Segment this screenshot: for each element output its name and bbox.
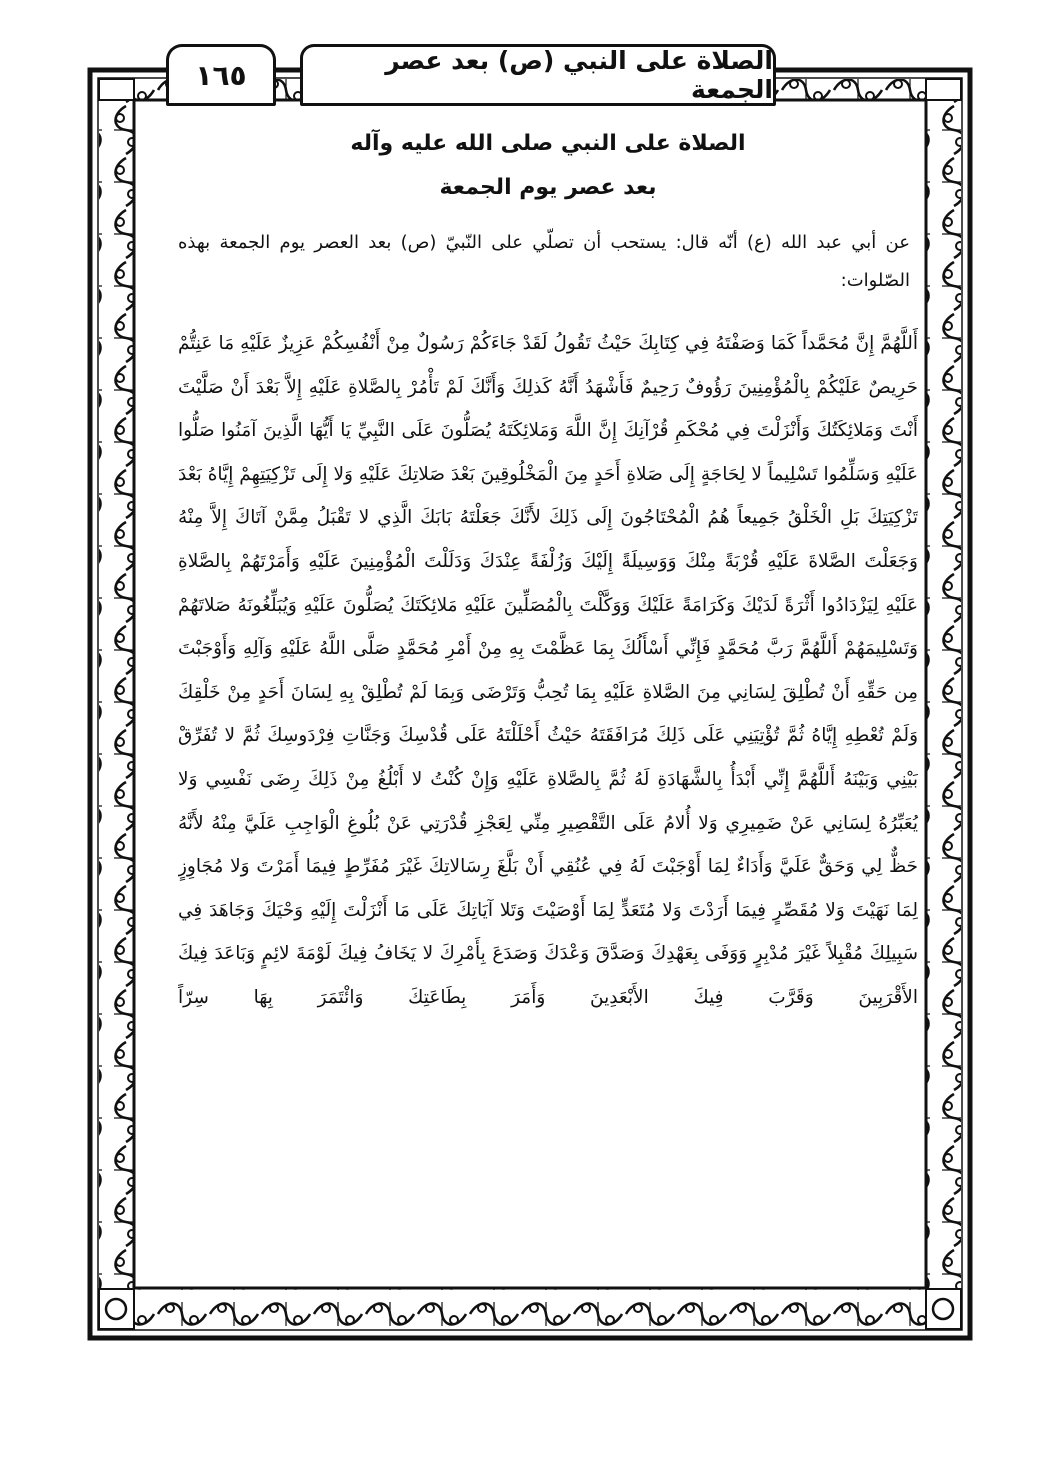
intro-paragraph: عن أبي عبد الله (ع) أنّه قال: يستحب أن تصلّي على النّبيّ (ص) بعد العصر يوم الجمعة بهذه الصّلوات: xyxy=(178,232,910,291)
left-border-band xyxy=(926,100,961,1288)
page-content xyxy=(178,112,918,1272)
page-number: ١٦٥ xyxy=(166,44,276,106)
section-heading-line-2: بعد عصر يوم الجمعة xyxy=(439,175,657,200)
bottom-border-band xyxy=(99,1289,961,1329)
prayer-text: أَللَّهُمَّ إِنَّ مُحَمَّداً كَمَا وَصَفْتَهُ فِي كِتَابِكَ حَيْثُ تَقُولُ لَقَدْ جَاءَكُمْ رَسُولٌ مِنْ أَنْفُسِكُمْ عَزِيزٌ عَلَيْهِ مَا عَنِتُّمْ حَرِيصٌ عَلَيْكُمْ بِالْمُؤْمِنِينَ رَؤُوفٌ رَحِيمٌ فَأَشْهَدُ أَنَّهُ كَذلِكَ وَأَنَّكَ لَمْ تَأْمُرْ بِالصَّلاةِ عَلَيْهِ إِلاَّ بَعْدَ أَنْ صَلَّيْتَ أَنْتَ وَمَلائِكَتُكَ وَأَنْزَلْتَ فِي مُحْكَمِ قُرْآنِكَ إِنَّ اللَّهَ وَمَلائِكَتَهُ يُصَلُّونَ عَلَى النَّبِيِّ يَا أَيُّهَا الَّذِينَ آمَنُوا صَلُّوا عَلَيْهِ وَسَلِّمُوا تَسْلِيماً لا لِحَاجَةٍ إِلَى صَلاةِ أَحَدٍ مِنَ الْمَخْلُوقِينَ بَعْدَ صَلاتِكَ عَلَيْهِ وَلا إِلَى تَزْكِيَتِهِمْ إِيَّاهُ بَعْدَ تَزْكِيَتِكَ بَلِ الْخَلْقُ جَمِيعاً هُمُ الْمُحْتَاجُونَ إِلَى ذَلِكَ لأَنَّكَ جَعَلْتَهُ بَابَكَ الَّذِي لا تَقْبَلُ مِمَّنْ آتَاكَ إِلاَّ مِنْهُ وَجَعَلْتَ الصَّلاةَ عَلَيْهِ قُرْبَةً مِنْكَ وَوَسِيلَةً إِلَيْكَ وَزُلْفَةً عِنْدَكَ وَدَلَلْتَ الْمُؤْمِنِينَ عَلَيْهِ وَأَمَرْتَهُمْ بِالصَّلاةِ عَلَيْهِ لِيَزْدَادُوا أَثْرَةً لَدَيْكَ وَكَرَامَةً عَلَيْكَ وَوَكَّلْتَ بِالْمُصَلِّينَ عَلَيْهِ مَلائِكَتَكَ يُصَلُّونَ عَلَيْهِ وَيُبَلِّغُونَهُ صَلاتَهُمْ وَتَسْلِيمَهُمْ أَللَّهُمَّ رَبَّ مُحَمَّدٍ فَإِنِّي أَسْأَلُكَ بِمَا عَظَّمْتَ بِهِ مِنْ أَمْرِ مُحَمَّدٍ صَلَّى اللَّهُ عَلَيْهِ وَآلِهِ وَأَوْجَبْتَ مِن حَقِّهِ أَنْ تُطْلِقَ لِسَانِي مِنَ الصَّلاةِ عَلَيْهِ بِمَا تُحِبُّ وَتَرْضَى وَبِمَا لَمْ تُطْلِقْ بِهِ لِسَانَ أَحَدٍ مِنْ خَلْقِكَ وَلَمْ تُعْطِهِ إِيَّاهُ ثُمَّ تُؤْتِيَنِي عَلَى ذَلِكَ مُرَافَقَتَهُ حَيْثُ أَحْلَلْتَهُ عَلَى قُدْسِكَ وَجَنَّاتِ فِرْدَوسِكَ ثُمَّ لا تُفَرِّقْ بَيْنِي وَبَيْنَهُ أَللَّهُمَّ إِنِّي أَبْدَأُ بِالشَّهَادَةِ لَهُ ثُمَّ بِالصَّلاةِ عَلَيْهِ وَإِنْ كُنْتُ لا أَبْلُغُ مِنْ ذَلِكَ رِضَى نَفْسِي وَلا يُعَبِّرُهُ لِسَانِي عَنْ ضَمِيرِي وَلا أُلامُ عَلَى التَّقْصِيرِ مِنِّي لِعَجْزِ قُدْرَتِي عَنْ بُلُوغِ الْوَاجِبِ عَلَيَّ مِنْهُ لأَنَّهُ حَظٌّ لِي وَحَقٌّ عَلَيَّ وَأَدَاءٌ لِمَا أَوْجَبْتَ لَهُ فِي عُنُقِي أَنْ بَلَّغَ رِسَالاتِكَ غَيْرَ مُفَرِّطٍ فِيمَا أَمَرْتَ وَلا مُجَاوِزٍ لِمَا نَهَيْتَ وَلا مُقَصِّرٍ فِيمَا أَرَدْتَ وَلا مُتَعَدٍّ لِمَا أَوْصَيْتَ وَتَلا آيَاتِكَ عَلَى مَا أَنْزَلْتَ إِلَيْهِ وَحْيَكَ وَجَاهَدَ فِي سَبِيلِكَ مُقْبِلاً غَيْرَ مُدْبِرٍ وَوَفَى بِعَهْدِكَ وَصَدَّقَ وَعْدَكَ وَصَدَعَ بِأَمْرِكَ لا يَخَافُ فِيكَ لَوْمَةَ لائِمٍ وَبَاعَدَ فِيكَ الأَقْرَبِينَ وَقَرَّبَ فِيكَ الأَبْعَدِينَ وَأَمَرَ بِطَاعَتِكَ وَائْتَمَرَ بِهَا سِرّاً xyxy=(178,333,918,1008)
running-header-title: الصلاة على النبي (ص) بعد عصر الجمعة xyxy=(300,44,776,106)
section-heading-line-1: الصلاة على النبي صلى الله عليه وآله xyxy=(350,131,746,156)
right-border-band xyxy=(99,100,134,1288)
